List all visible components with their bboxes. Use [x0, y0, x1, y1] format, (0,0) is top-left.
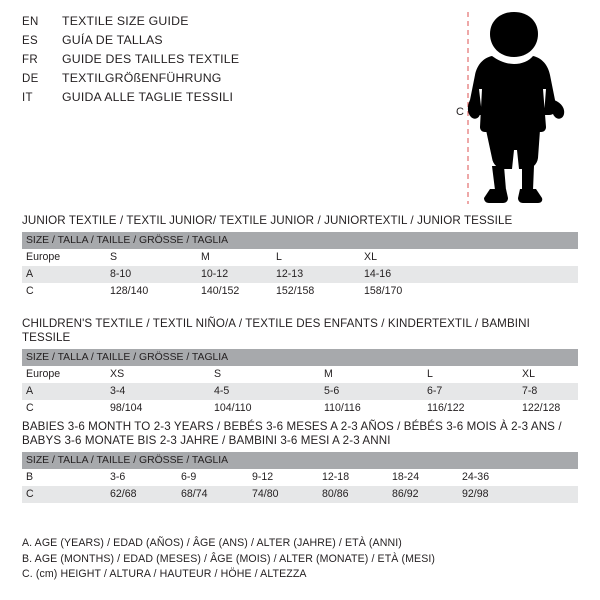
row-label: A [22, 383, 110, 400]
language-title: GUIDA ALLE TAGLIE TESSILI [62, 90, 234, 104]
row-label: C [26, 402, 34, 414]
cell: 9-12 [252, 471, 274, 483]
cell: XL [522, 368, 535, 380]
cell: 158/170 [364, 285, 403, 297]
table-row [22, 366, 578, 383]
cell: 8-10 [110, 266, 201, 283]
cell: 98/104 [110, 402, 143, 414]
table-row [22, 383, 578, 400]
cell: 12-18 [322, 471, 350, 483]
cell: 104/110 [214, 402, 252, 414]
row-label: Europe [26, 251, 61, 263]
language-title: TEXTILE SIZE GUIDE [62, 14, 189, 28]
language-row [22, 33, 442, 52]
junior-size-table [22, 232, 578, 300]
height-measure-label: C [456, 106, 464, 118]
language-row [22, 71, 442, 90]
cell: 140/152 [201, 285, 240, 297]
language-row [22, 52, 442, 71]
cell: S [110, 251, 118, 263]
section-title: JUNIOR TEXTILE / TEXTIL JUNIOR/ TEXTILE JUNIOR / JUNIORTEXTIL / JUNIOR TESSILE [22, 214, 513, 227]
language-code: FR [22, 54, 38, 66]
row-label: A [22, 266, 110, 283]
cell: 74/80 [252, 486, 322, 503]
section-junior-textile [22, 214, 578, 300]
footnote: B. AGE (MONTHS) / EDAD (MESES) / ÂGE (MOIS) / ALTER (MONATE) / ETÀ (MESI) [22, 552, 436, 565]
footnotes [22, 536, 542, 583]
language-row [22, 90, 442, 109]
cell: M [324, 368, 333, 380]
language-code: DE [22, 73, 39, 85]
cell: 86/92 [392, 486, 462, 503]
table-row [22, 469, 578, 486]
language-title-block [22, 14, 442, 109]
table-row [22, 486, 578, 503]
table-row [22, 249, 578, 266]
cell: 80/86 [322, 486, 392, 503]
cell: M [201, 251, 210, 263]
toddler-silhouette-icon [452, 8, 592, 208]
cell: 110/116 [324, 402, 361, 414]
section-childrens-textile [22, 317, 578, 417]
row-label: Europe [26, 368, 61, 380]
language-title: GUÍA DE TALLAS [62, 33, 163, 47]
table-row [22, 283, 578, 300]
language-code: EN [22, 16, 39, 28]
table-header-label: SIZE / TALLA / TAILLE / GRÖSSE / TAGLIA [22, 349, 578, 366]
section-babies-textile [22, 420, 578, 503]
table-header-label: SIZE / TALLA / TAILLE / GRÖSSE / TAGLIA [22, 452, 578, 469]
table-row [22, 266, 578, 283]
footnote: A. AGE (YEARS) / EDAD (AÑOS) / ÂGE (ANS) / ALTER (JAHRE) / ETÀ (ANNI) [22, 537, 402, 549]
cell: 116/122 [427, 402, 465, 414]
cell: 3-6 [110, 471, 126, 483]
section-title: CHILDREN'S TEXTILE / TEXTIL NIÑO/A / TEXTILE DES ENFANTS / KINDERTEXTIL / BAMBINI TESSILE [22, 317, 530, 344]
table-header-row [22, 232, 578, 249]
cell: 92/98 [462, 486, 578, 503]
cell: S [214, 368, 222, 380]
language-row [22, 14, 442, 33]
cell: L [427, 368, 433, 380]
row-label: C [22, 486, 110, 503]
cell: XS [110, 368, 125, 380]
cell: 62/68 [110, 486, 181, 503]
cell: 10-12 [201, 266, 276, 283]
cell: 4-5 [214, 383, 324, 400]
table-row [22, 400, 578, 417]
cell: 18-24 [392, 471, 420, 483]
table-header-label: SIZE / TALLA / TAILLE / GRÖSSE / TAGLIA [22, 232, 578, 249]
footnote: C. (cm) HEIGHT / ALTURA / HAUTEUR / HÖHE / ALTEZZA [22, 568, 307, 580]
row-label: C [26, 285, 34, 297]
cell: 12-13 [276, 266, 364, 283]
children-size-table [22, 349, 578, 417]
table-header-row [22, 452, 578, 469]
cell: 122/128 [522, 402, 561, 414]
cell: 24-36 [462, 471, 490, 483]
cell: 128/140 [110, 285, 149, 297]
language-title: GUIDE DES TAILLES TEXTILE [62, 52, 240, 66]
cell: 5-6 [324, 383, 427, 400]
cell: 3-4 [110, 383, 214, 400]
cell: 14-16 [364, 266, 578, 283]
babies-size-table [22, 452, 578, 503]
table-header-row [22, 349, 578, 366]
language-code: ES [22, 35, 38, 47]
cell: 6-7 [427, 383, 522, 400]
cell: XL [364, 251, 377, 263]
section-title: BABIES 3-6 MONTH TO 2-3 YEARS / BEBÉS 3-6 MESES A 2-3 AÑOS / BÉBÉS 3-6 MOIS À 2-3 ANS / BABYS 3-6 MONATE BIS 2-3 JAHRE / BAMBINI 3-6 MESI A 2-3 ANNI [22, 420, 562, 447]
cell: 6-9 [181, 471, 197, 483]
cell: 152/158 [276, 285, 315, 297]
cell: L [276, 251, 282, 263]
language-code: IT [22, 92, 33, 104]
row-label: B [26, 471, 34, 483]
language-title: TEXTILGRÖßENFÜHRUNG [62, 71, 222, 85]
cell: 7-8 [522, 383, 578, 400]
cell: 68/74 [181, 486, 252, 503]
